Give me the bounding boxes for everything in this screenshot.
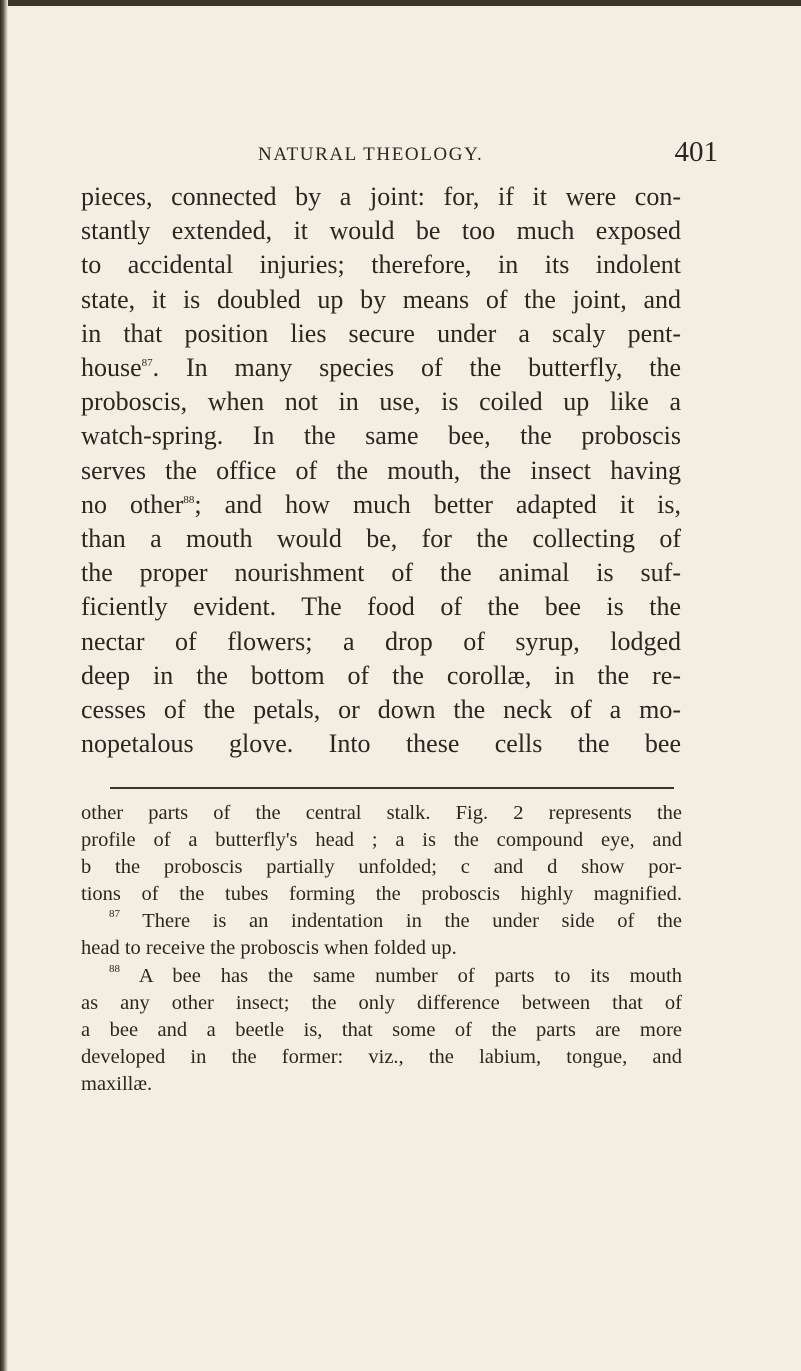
footnote-line: as any other insect; the only difference between that of — [81, 991, 682, 1014]
body-line-text: no other — [81, 489, 184, 519]
body-line: nectar of flowers; a drop of syrup, lodged — [81, 626, 681, 656]
body-text — [81, 180, 681, 761]
body-line: than a mouth would be, for the collecting of — [81, 524, 681, 554]
footnote-line: other parts of the central stalk. Fig. 2 represents the — [81, 802, 682, 824]
footnote-line: developed in the former: viz., the labium, tongue, and — [81, 1045, 682, 1068]
body-line: serves the office of the mouth, the insect having — [81, 455, 681, 485]
footnote-line: profile of a butterfly's head ; a is the compound eye, and — [81, 829, 682, 852]
footnote-divider — [110, 787, 674, 789]
footnote-line: head to receive the proboscis when folded up. — [81, 937, 457, 960]
footnote-line: tions of the tubes forming the proboscis highly magnified. — [81, 883, 682, 906]
footnote-line: maxillæ. — [81, 1072, 153, 1095]
footnote-marker-88: 88 — [109, 962, 120, 975]
footnotes — [81, 800, 682, 1098]
body-line: deep in the bottom of the corollæ, in the re- — [81, 660, 681, 690]
body-line: state, it is doubled up by means of the joint, and — [81, 284, 681, 314]
body-line: cesses of the petals, or down the neck of a mo- — [81, 695, 681, 725]
running-head — [258, 136, 718, 176]
body-line-text: ; and how much better adapted it is, — [194, 489, 682, 519]
body-line: the proper nourishment of the animal is suf- — [81, 558, 681, 588]
running-title: NATURAL THEOLOGY. — [258, 144, 484, 165]
body-line — [81, 488, 681, 522]
footnote-line: b the proboscis partially unfolded; c and d show por- — [81, 856, 682, 879]
body-line: stantly extended, it would be too much exposed — [81, 216, 681, 246]
body-line — [81, 351, 681, 385]
footnote-line: There is an indentation in the under side of the — [142, 910, 682, 933]
body-line: watch-spring. In the same bee, the proboscis — [81, 421, 681, 451]
footnote-88 — [81, 963, 682, 990]
body-line: nopetalous glove. Into these cells the bee — [81, 729, 681, 759]
body-line-text: . In many species of the butterfly, the — [152, 353, 681, 383]
body-line: ficiently evident. The food of the bee is the — [81, 592, 681, 622]
footnote-ref-88[interactable]: 88 — [183, 493, 195, 506]
body-line: pieces, connected by a joint: for, if it were con- — [81, 182, 681, 211]
footnote-line: a bee and a beetle is, that some of the parts are more — [81, 1018, 682, 1041]
body-line: proboscis, when not in use, is coiled up like a — [81, 387, 681, 417]
body-line: to accidental injuries; therefore, in its indolent — [81, 250, 681, 280]
footnote-87 — [81, 908, 682, 935]
page-gutter-shadow — [0, 0, 8, 1371]
page-top-edge — [0, 0, 801, 6]
body-line-text: house — [81, 353, 142, 383]
footnote-ref-87[interactable]: 87 — [141, 357, 153, 370]
footnote-line: A bee has the same number of parts to its mouth — [138, 964, 682, 987]
body-line: in that position lies secure under a scaly pent- — [81, 318, 681, 348]
footnote-marker-87: 87 — [109, 908, 120, 921]
page-number: 401 — [674, 136, 718, 168]
